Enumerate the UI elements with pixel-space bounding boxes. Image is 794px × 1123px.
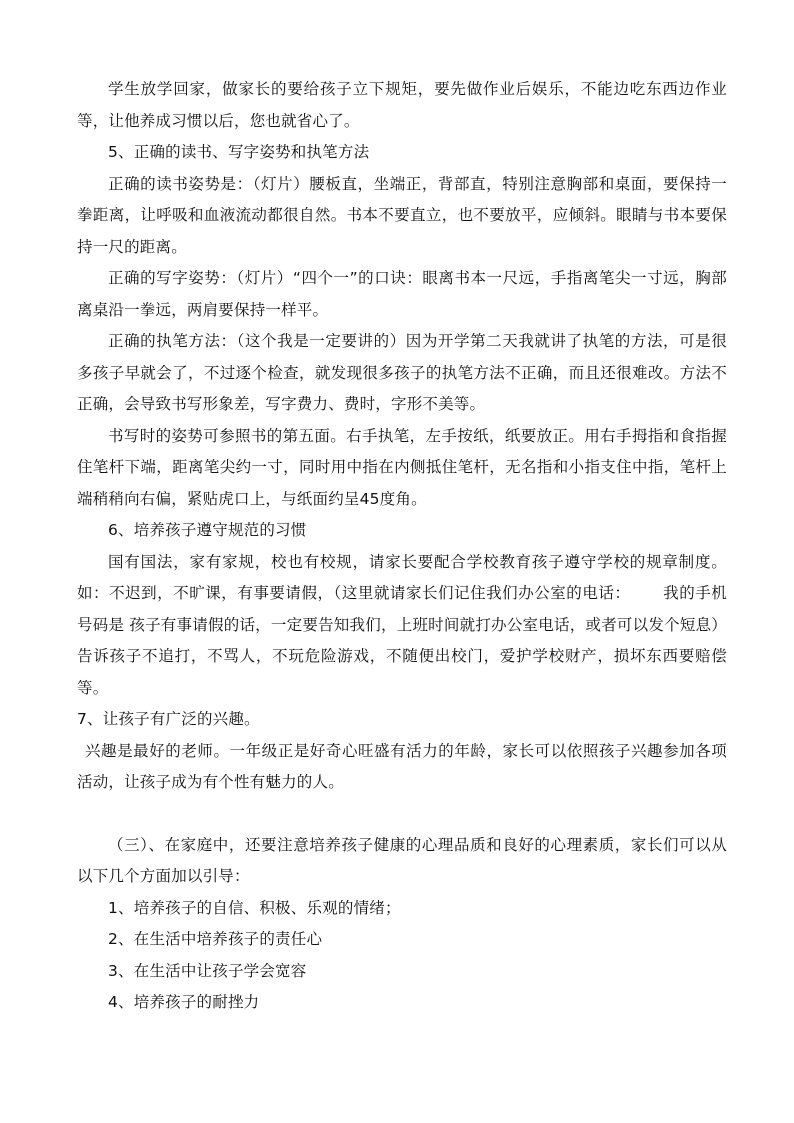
paragraph-reading-posture: 正确的读书姿势是：（灯片）腰板直，坐端正，背部直，特别注意胸部和桌面，要保持一拳距离，让呼吸和血液流动都很自然。书本不要直立，也不要放平，应倾斜。眼睛与书本要保持一尺的距离。	[77, 174, 727, 256]
heading-6-rules: 6、培养孩子遵守规范的习惯	[108, 521, 307, 539]
paragraph-writing-details: 书写时的姿势可参照书的第五面。右手执笔，左手按纸，纸要放正。用右手拇指和食指握住笔杆下端，距离笔尖约一寸，同时用中指在内侧抵住笔杆，无名指和小指支住中指，笔杆上端稍稍向右偏，紧贴虎口上，与纸面约呈45度角。	[77, 426, 727, 508]
paragraph-school-rules: 国有国法，家有家规，校也有校规，请家长要配合学校教育孩子遵守学校的规章制度。如：不迟到，不旷课，有事要请假，（这里就请家长们记住我们办公室的电话： 我的手机号码是 孩子有事请假的话，一定要告知我们，上班时间就打办公室电话，或者可以发个短息）告诉孩子不追打，不骂人，不玩危险游戏，不随便出校门，爱护学校财产，损坏东西要赔偿等。	[77, 552, 727, 697]
list-item: 3、在生活中让孩子学会宽容	[108, 961, 307, 980]
paragraph-section-3: （三）、在家庭中，还要注意培养孩子健康的心理品质和良好的心理素质，家长们可以从以下几个方面加以引导：	[77, 835, 727, 885]
paragraph-interest: 兴趣是最好的老师。一年级正是好奇心旺盛有活力的年龄，家长可以依照孩子兴趣参加各项活动，让孩子成为有个性有魅力的人。	[77, 741, 727, 791]
document-body	[77, 74, 727, 1019]
list-item: 4、培养孩子的耐挫力	[108, 993, 260, 1011]
heading-5-posture: 5、正确的读书、写字姿势和执笔方法	[108, 143, 370, 161]
blank-line	[77, 799, 727, 830]
list-item: 2、在生活中培养孩子的责任心	[108, 930, 323, 948]
paragraph-pen-holding: 正确的执笔方法：（这个我是一定要讲的）因为开学第二天我就讲了执笔的方法，可是很多孩子早就会了，不过逐个检查，就发现很多孩子的执笔方法不正确，而且还很难改。方法不正确，会导致书写形象差，写字费力、费时，字形不美等。	[77, 332, 727, 413]
paragraph-writing-posture: 正确的写字姿势：（灯片）“四个一”的口诀：眼离书本一尺远，手指离笔尖一寸远，胸部离桌沿一拳远，两肩要保持一样平。	[77, 269, 727, 319]
list-item: 1、培养孩子的自信、积极、乐观的情绪；	[108, 898, 401, 917]
paragraph-homework-rules: 学生放学回家，做家长的要给孩子立下规矩，要先做作业后娱乐，不能边吃东西边作业等，让他养成习惯以后，您也就省心了。	[77, 80, 727, 130]
heading-7-interest: 7、让孩子有广泛的兴趣。	[77, 710, 260, 728]
